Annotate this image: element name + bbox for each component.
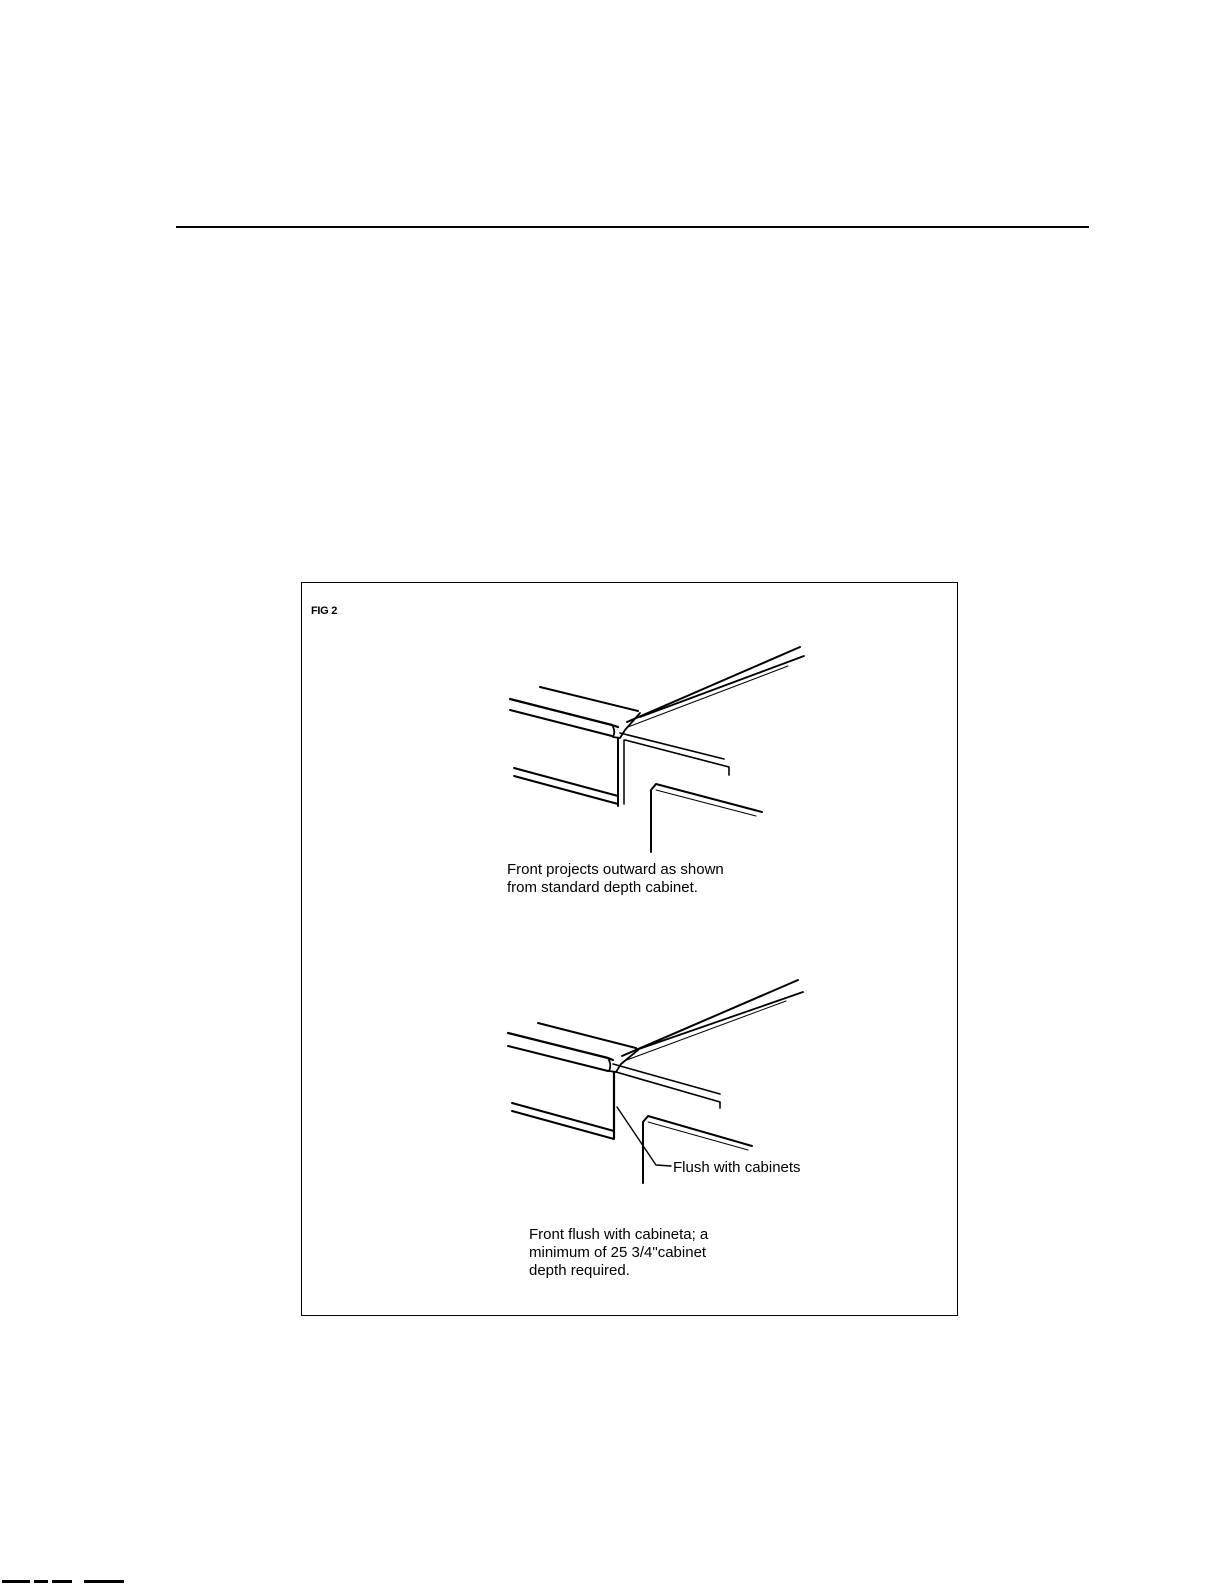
bottom-side-edge-1 (613, 1064, 720, 1094)
bottom-right-back-edge (622, 980, 798, 1056)
top-right-front-edge (640, 656, 804, 717)
top-counter-back-edge (540, 687, 638, 711)
top-right-cabinet-inner (656, 790, 756, 816)
bottom-counter-top-edge (508, 1033, 613, 1060)
top-lower-edge-2 (514, 776, 618, 804)
drawing-front-flush (508, 980, 803, 1183)
flush-callout-label: Flush with cabinets (673, 1159, 801, 1176)
bottom-drawing-caption: Front flush with cabineta; a minimum of 25 3/4"cabinet depth required. (529, 1226, 709, 1279)
drawing-front-projects (510, 647, 804, 852)
bottom-lower-edge-1 (512, 1103, 614, 1131)
top-lower-edge-1 (514, 768, 618, 796)
bottom-right-front-edge (636, 992, 803, 1050)
bottom-counter-corner (608, 1050, 638, 1072)
bottom-counter-front-edge (508, 1046, 608, 1071)
top-side-edge-1 (620, 733, 724, 759)
top-right-cabinet (651, 784, 762, 852)
top-counter-front-edge (510, 710, 612, 736)
top-drawing-caption: Front projects outward as shown from standard depth cabinet. (507, 861, 724, 896)
bottom-right-inner-edge (624, 1001, 786, 1061)
top-right-inner-edge (628, 666, 788, 727)
figure-label: FIG 2 (311, 605, 338, 617)
footer-scan-marks (0, 1578, 130, 1585)
top-side-edge-2 (625, 740, 729, 775)
bottom-lower-edge-2 (512, 1111, 614, 1139)
top-right-back-edge (627, 647, 800, 722)
bottom-right-cabinet-inner (648, 1122, 748, 1150)
